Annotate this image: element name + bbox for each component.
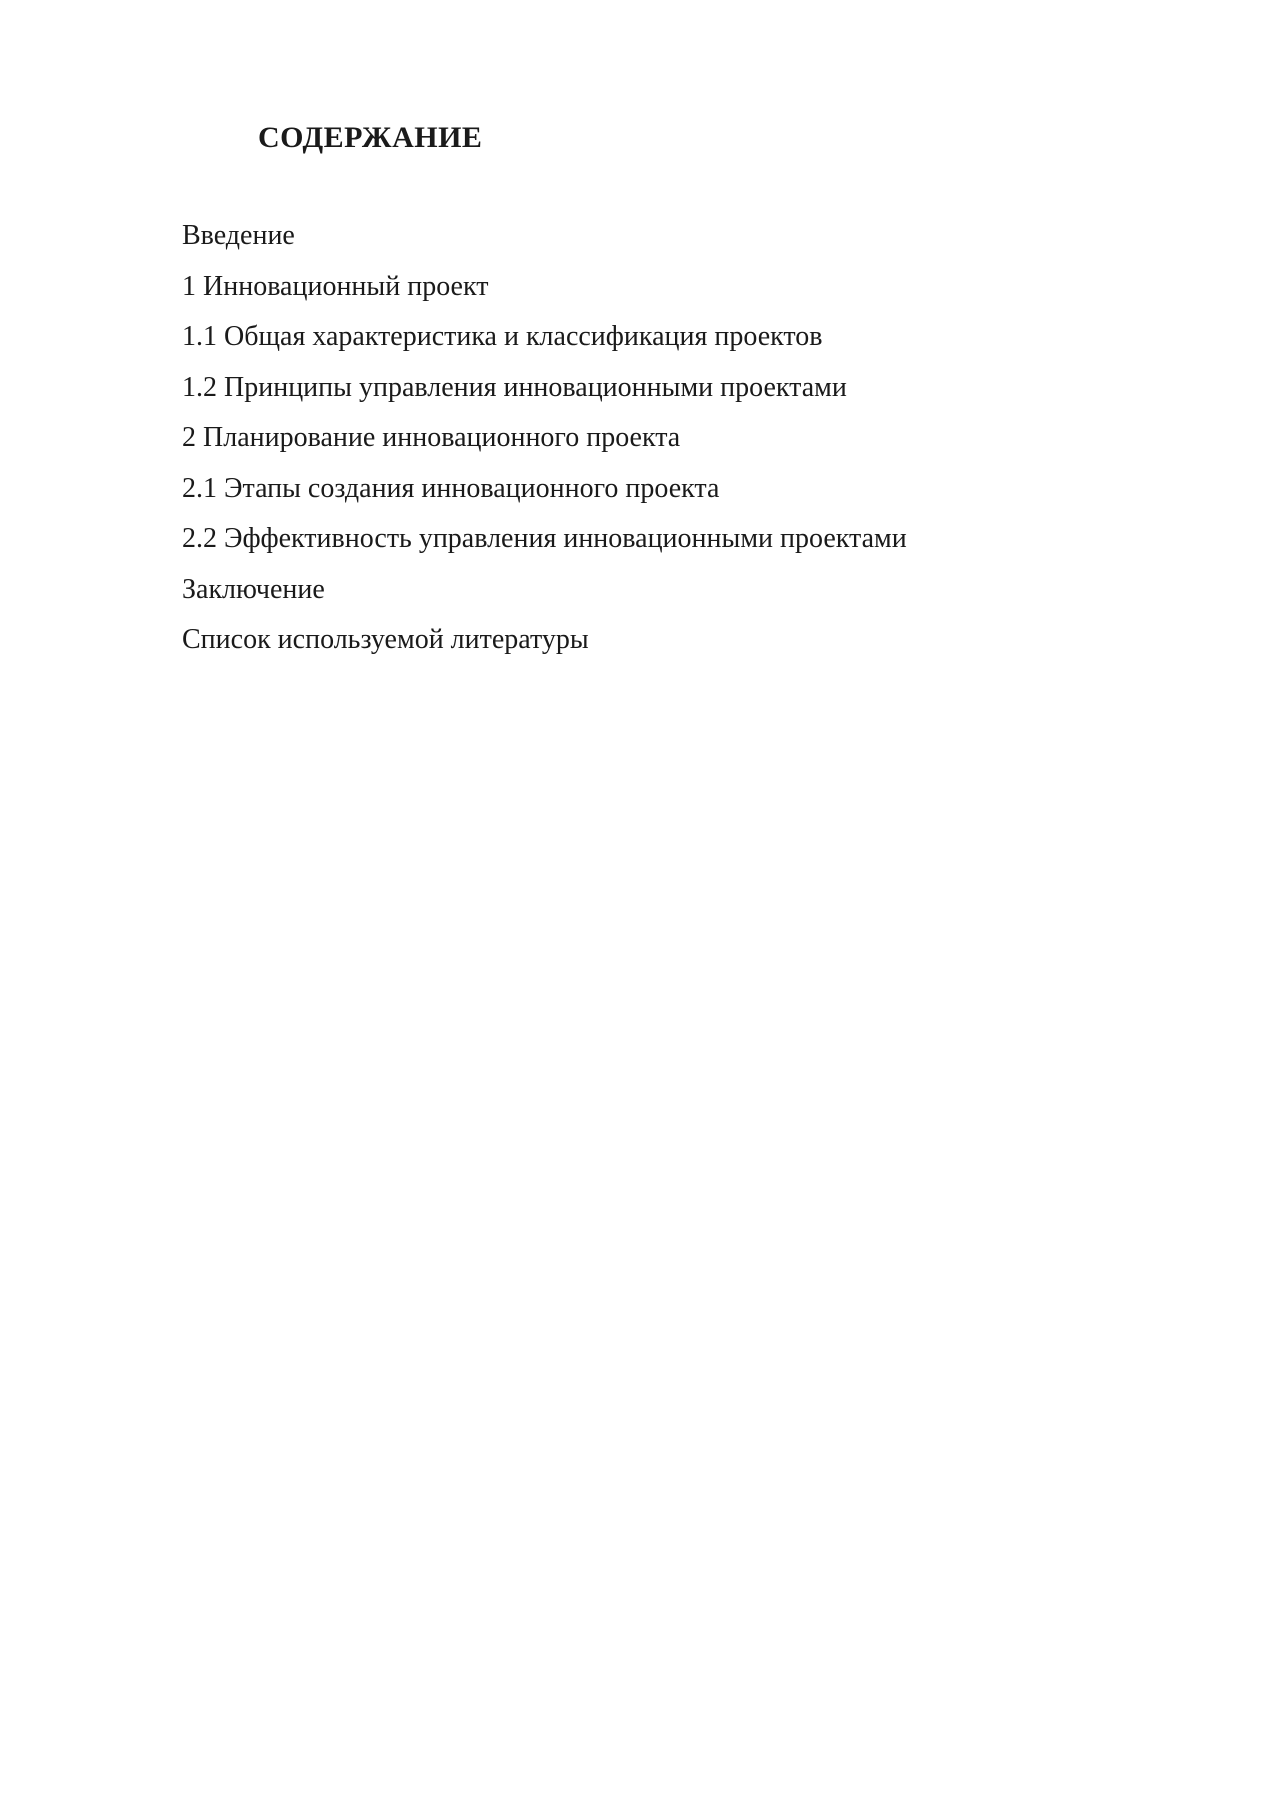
- toc-item-chapter-1: 1 Инновационный проект: [182, 270, 489, 302]
- table-of-contents: [182, 211, 907, 666]
- toc-item-references: Список используемой литературы: [182, 624, 589, 655]
- toc-item-introduction: Введение: [182, 220, 295, 251]
- toc-item-section-2-1: 2.1 Этапы создания инновационного проекта: [182, 472, 720, 504]
- toc-item-section-1-2: 1.2 Принципы управления инновационными проектами: [182, 371, 847, 403]
- toc-item-section-1-1: 1.1 Общая характеристика и классификация проектов: [182, 321, 823, 352]
- toc-item-conclusion: Заключение: [182, 573, 325, 605]
- toc-item-section-2-2: 2.2 Эффективность управления инновационными проектами: [182, 523, 907, 554]
- toc-item-chapter-2: 2 Планирование инновационного проекта: [182, 422, 681, 453]
- page-title: СОДЕРЖАНИЕ: [258, 121, 483, 154]
